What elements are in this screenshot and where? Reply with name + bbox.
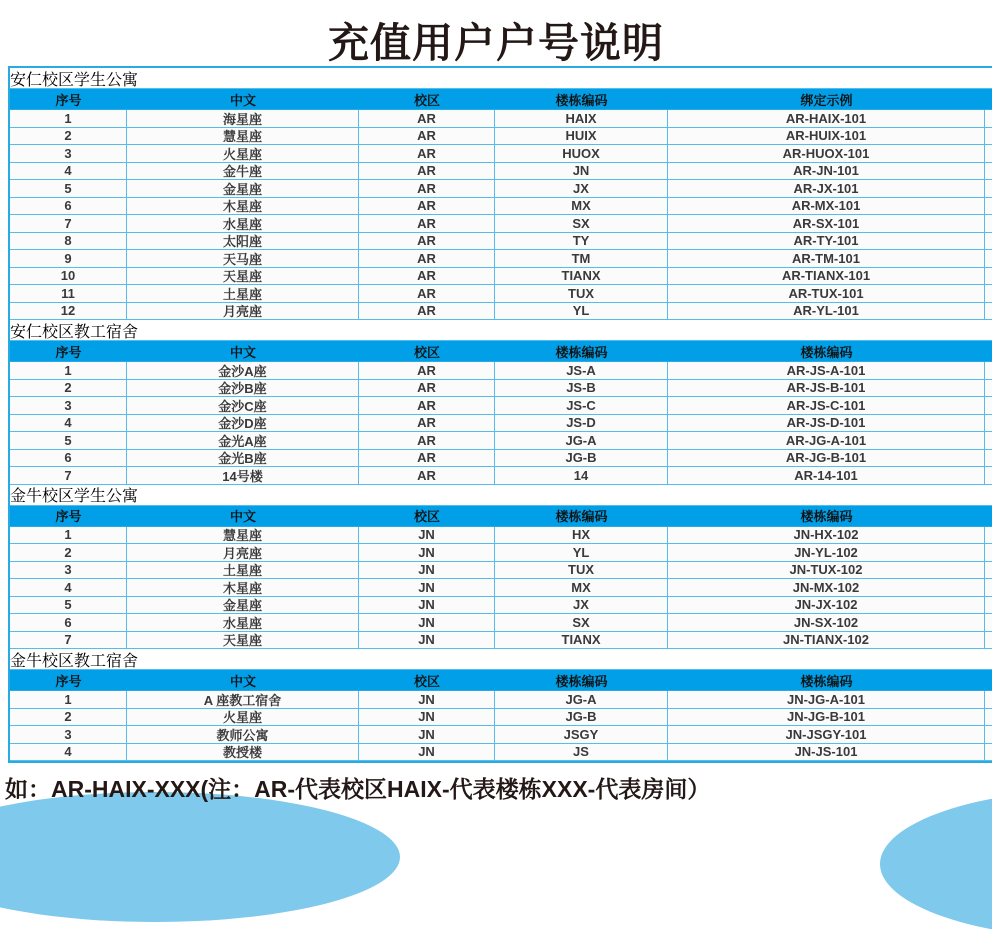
column-header: 绑定示例 (800, 92, 853, 108)
table-cell: 7 (10, 467, 127, 484)
table-cell: AR-JS-B-101 (668, 380, 985, 397)
table-cell: AR (359, 163, 495, 180)
table-cell: JN (359, 544, 495, 561)
table-cell: 金光B座 (127, 450, 359, 467)
table-cell: 3 (10, 726, 127, 743)
table-cell-clipped (985, 110, 992, 127)
table-cell: 天星座 (127, 632, 359, 649)
table-row (10, 362, 992, 380)
table-cell: AR (359, 110, 495, 127)
table-cell: 10 (10, 268, 127, 285)
table-cell: JS-C (495, 397, 668, 414)
table-cell-clipped (985, 250, 992, 267)
table-cell: AR-JS-D-101 (668, 415, 985, 432)
table-cell: TUX (495, 562, 668, 579)
table-cell: AR-JG-A-101 (668, 432, 985, 449)
table-cell: 1 (10, 527, 127, 544)
table-row (10, 397, 992, 415)
table-cell: 慧星座 (127, 527, 359, 544)
table-cell: 2 (10, 709, 127, 726)
table-cell: AR (359, 380, 495, 397)
table-cell: AR-YL-101 (668, 303, 985, 320)
table-cell: JS-B (495, 380, 668, 397)
column-header: 中文 (229, 344, 256, 360)
table-cell: 4 (10, 744, 127, 761)
table-cell: AR (359, 467, 495, 484)
table-row (10, 744, 992, 762)
table-cell-clipped (985, 597, 992, 614)
table-cell: JN (359, 691, 495, 708)
table-cell: 金星座 (127, 180, 359, 197)
column-header: 序号 (55, 509, 82, 524)
table-cell: YL (495, 303, 668, 320)
table-cell-clipped (985, 180, 992, 197)
table-row (10, 726, 992, 744)
table-row (10, 198, 992, 216)
table-header-row (10, 670, 992, 691)
table-cell: JN-JX-102 (668, 597, 985, 614)
table-cell: JX (495, 597, 668, 614)
table-row (10, 180, 992, 198)
table-cell: 7 (10, 215, 127, 232)
table-cell: MX (495, 579, 668, 596)
table-cell: AR (359, 180, 495, 197)
table-cell-clipped (985, 215, 992, 232)
wave-decoration-left (0, 792, 400, 922)
table-cell-clipped (985, 432, 992, 449)
table-row (10, 614, 992, 632)
table-cell: 14号楼 (127, 467, 359, 484)
table-cell-clipped (985, 128, 992, 145)
table-cell-clipped (985, 614, 992, 631)
column-header: 楼栋编码 (555, 344, 608, 360)
table-row (10, 110, 992, 128)
table-cell: 土星座 (127, 285, 359, 302)
account-tables (8, 66, 992, 763)
footer-note: 如：AR-HAIX-XXX(注：AR-代表校区HAIX-代表楼栋XXX-代表房间） (5, 776, 711, 802)
table-cell: JN-JG-A-101 (668, 691, 985, 708)
table-cell: AR (359, 285, 495, 302)
table-cell: AR (359, 432, 495, 449)
table-cell: 天星座 (127, 268, 359, 285)
table-row (10, 579, 992, 597)
table-cell: 5 (10, 597, 127, 614)
table-cell: 12 (10, 303, 127, 320)
table-cell: 3 (10, 562, 127, 579)
table-cell: 2 (10, 380, 127, 397)
section-title-row (10, 320, 992, 341)
table-cell: JN-HX-102 (668, 527, 985, 544)
table-cell: 火星座 (127, 709, 359, 726)
table-cell-clipped (985, 415, 992, 432)
table-cell: 天马座 (127, 250, 359, 267)
table-cell: AR (359, 362, 495, 379)
table-row (10, 250, 992, 268)
table-cell: JN (359, 632, 495, 649)
table-cell: TY (495, 233, 668, 250)
table-cell: 1 (10, 362, 127, 379)
table-row (10, 215, 992, 233)
table-row (10, 691, 992, 709)
table-cell: HX (495, 527, 668, 544)
table-cell: AR-HUOX-101 (668, 145, 985, 162)
table-cell: 3 (10, 145, 127, 162)
table-cell: AR (359, 450, 495, 467)
table-cell: AR (359, 233, 495, 250)
table-row (10, 467, 992, 485)
table-cell: JN-JSGY-101 (668, 726, 985, 743)
column-header: 楼栋编码 (800, 344, 853, 360)
table-cell-clipped (985, 632, 992, 649)
table-header-row (10, 341, 992, 362)
column-header: 校区 (413, 344, 440, 360)
column-header: 中文 (229, 92, 256, 108)
table-cell: 5 (10, 432, 127, 449)
table-cell: AR-14-101 (668, 467, 985, 484)
table-cell: 火星座 (127, 145, 359, 162)
table-cell: 金沙C座 (127, 397, 359, 414)
table-row (10, 562, 992, 580)
table-cell: HAIX (495, 110, 668, 127)
table-cell: AR (359, 128, 495, 145)
table-cell: JN (359, 744, 495, 761)
table-cell: JN (359, 709, 495, 726)
table-cell-clipped (985, 691, 992, 708)
table-cell: AR (359, 397, 495, 414)
table-cell: AR-TUX-101 (668, 285, 985, 302)
section-title: 安仁校区教工宿舍 (10, 323, 139, 341)
table-cell: JN-TUX-102 (668, 562, 985, 579)
table-cell: 海星座 (127, 110, 359, 127)
table-cell: 金光A座 (127, 432, 359, 449)
table-cell: 11 (10, 285, 127, 302)
table-cell: JSGY (495, 726, 668, 743)
table-cell: AR-HUIX-101 (668, 128, 985, 145)
table-row (10, 432, 992, 450)
table-cell: JN-JS-101 (668, 744, 985, 761)
table-cell: 金星座 (127, 597, 359, 614)
table-cell: 4 (10, 415, 127, 432)
section-title: 金牛校区学生公寓 (10, 488, 139, 505)
table-row (10, 380, 992, 398)
table-cell: JN (495, 163, 668, 180)
table-cell-clipped (985, 709, 992, 726)
column-header: 楼栋编码 (800, 509, 853, 524)
section-title: 安仁校区学生公寓 (10, 71, 139, 89)
table-cell: JN (359, 597, 495, 614)
table-row (10, 233, 992, 251)
table-cell: AR-JS-A-101 (668, 362, 985, 379)
column-header: 序号 (55, 673, 82, 689)
table-cell-clipped (985, 562, 992, 579)
column-header: 序号 (55, 92, 82, 108)
table-cell-clipped (985, 450, 992, 467)
table-row (10, 632, 992, 650)
table-cell: 7 (10, 632, 127, 649)
column-header: 楼栋编码 (555, 509, 608, 524)
table-row (10, 128, 992, 146)
table-cell: AR (359, 145, 495, 162)
table-row (10, 145, 992, 163)
table-cell: AR (359, 415, 495, 432)
column-header: 中文 (229, 509, 256, 524)
table-cell: 8 (10, 233, 127, 250)
table-cell: AR-TM-101 (668, 250, 985, 267)
table-cell: AR-MX-101 (668, 198, 985, 215)
column-header: 中文 (229, 673, 256, 689)
table-cell-clipped (985, 380, 992, 397)
column-header: 楼栋编码 (555, 673, 608, 689)
table-cell: 太阳座 (127, 233, 359, 250)
table-cell: TIANX (495, 268, 668, 285)
table-cell: JN-YL-102 (668, 544, 985, 561)
table-cell-clipped (985, 544, 992, 561)
table-cell: 2 (10, 544, 127, 561)
section-title-row (10, 68, 992, 89)
table-cell: 9 (10, 250, 127, 267)
tables-container (8, 66, 992, 763)
table-cell: JN-MX-102 (668, 579, 985, 596)
table-cell-clipped (985, 233, 992, 250)
section-title-row (10, 649, 992, 670)
section-title-row (10, 485, 992, 506)
table-row (10, 163, 992, 181)
table-cell: AR-JX-101 (668, 180, 985, 197)
table-cell: 4 (10, 163, 127, 180)
table-row (10, 544, 992, 562)
table-cell: 木星座 (127, 198, 359, 215)
table-header-row (10, 506, 992, 527)
table-cell: AR-JG-B-101 (668, 450, 985, 467)
table-cell: AR-JN-101 (668, 163, 985, 180)
table-cell-clipped (985, 285, 992, 302)
table-row (10, 450, 992, 468)
column-header: 校区 (413, 92, 440, 108)
table-cell: 金沙A座 (127, 362, 359, 379)
column-header: 校区 (413, 509, 440, 524)
column-header: 序号 (55, 344, 82, 360)
table-row (10, 415, 992, 433)
column-header: 楼栋编码 (800, 673, 853, 689)
wave-decoration-right (880, 789, 992, 939)
table-cell: 4 (10, 579, 127, 596)
table-cell: JG-A (495, 432, 668, 449)
table-cell: 慧星座 (127, 128, 359, 145)
table-cell: HUIX (495, 128, 668, 145)
table-cell: 月亮座 (127, 544, 359, 561)
table-cell: AR-JS-C-101 (668, 397, 985, 414)
table-cell: 6 (10, 614, 127, 631)
table-cell: JS (495, 744, 668, 761)
table-cell: MX (495, 198, 668, 215)
table-cell: AR-TIANX-101 (668, 268, 985, 285)
table-row (10, 285, 992, 303)
column-header: 校区 (413, 673, 440, 689)
table-cell-clipped (985, 303, 992, 320)
table-row (10, 709, 992, 727)
table-cell-clipped (985, 145, 992, 162)
table-cell: JN (359, 726, 495, 743)
table-cell: TIANX (495, 632, 668, 649)
table-cell: 月亮座 (127, 303, 359, 320)
table-cell: SX (495, 614, 668, 631)
section-title: 金牛校区教工宿舍 (10, 652, 139, 670)
table-header-row (10, 89, 992, 110)
table-cell: 金牛座 (127, 163, 359, 180)
column-header: 楼栋编码 (555, 92, 608, 108)
table-row (10, 527, 992, 545)
table-cell: 金沙B座 (127, 380, 359, 397)
table-cell-clipped (985, 467, 992, 484)
table-cell-clipped (985, 362, 992, 379)
table-cell: 1 (10, 691, 127, 708)
table-cell: 教授楼 (127, 744, 359, 761)
table-cell: AR-HAIX-101 (668, 110, 985, 127)
table-cell: AR (359, 215, 495, 232)
table-cell-clipped (985, 397, 992, 414)
table-cell: AR (359, 303, 495, 320)
table-cell: HUOX (495, 145, 668, 162)
table-cell: AR (359, 268, 495, 285)
table-cell: 木星座 (127, 579, 359, 596)
table-cell: 6 (10, 198, 127, 215)
table-cell: JN-SX-102 (668, 614, 985, 631)
table-cell: 2 (10, 128, 127, 145)
table-cell-clipped (985, 744, 992, 761)
table-cell: 6 (10, 450, 127, 467)
table-cell: AR-SX-101 (668, 215, 985, 232)
table-cell: JN-JG-B-101 (668, 709, 985, 726)
table-cell: 土星座 (127, 562, 359, 579)
table-cell: JG-B (495, 450, 668, 467)
table-cell: YL (495, 544, 668, 561)
table-cell: 1 (10, 110, 127, 127)
table-cell: JS-A (495, 362, 668, 379)
table-cell: AR (359, 250, 495, 267)
table-cell: 金沙D座 (127, 415, 359, 432)
table-cell: 5 (10, 180, 127, 197)
table-row (10, 268, 992, 286)
table-cell-clipped (985, 198, 992, 215)
table-cell: AR (359, 198, 495, 215)
page-title: 充值用户户号说明 (328, 20, 664, 66)
table-cell-clipped (985, 726, 992, 743)
table-cell-clipped (985, 268, 992, 285)
table-cell: JS-D (495, 415, 668, 432)
table-cell: A 座教工宿舍 (127, 691, 359, 708)
table-cell: JG-B (495, 709, 668, 726)
table-cell: 14 (495, 467, 668, 484)
table-cell-clipped (985, 163, 992, 180)
table-cell: JX (495, 180, 668, 197)
table-row (10, 303, 992, 321)
table-cell: 水星座 (127, 614, 359, 631)
table-cell: JN-TIANX-102 (668, 632, 985, 649)
table-cell: AR-TY-101 (668, 233, 985, 250)
table-cell: TUX (495, 285, 668, 302)
table-cell: JN (359, 562, 495, 579)
table-cell: 3 (10, 397, 127, 414)
table-cell-clipped (985, 527, 992, 544)
table-cell: SX (495, 215, 668, 232)
table-cell: TM (495, 250, 668, 267)
table-cell: JN (359, 579, 495, 596)
table-cell: JN (359, 614, 495, 631)
table-row (10, 597, 992, 615)
table-cell: JG-A (495, 691, 668, 708)
table-cell-clipped (985, 579, 992, 596)
table-cell: 水星座 (127, 215, 359, 232)
table-cell: JN (359, 527, 495, 544)
table-cell: 教师公寓 (127, 726, 359, 743)
